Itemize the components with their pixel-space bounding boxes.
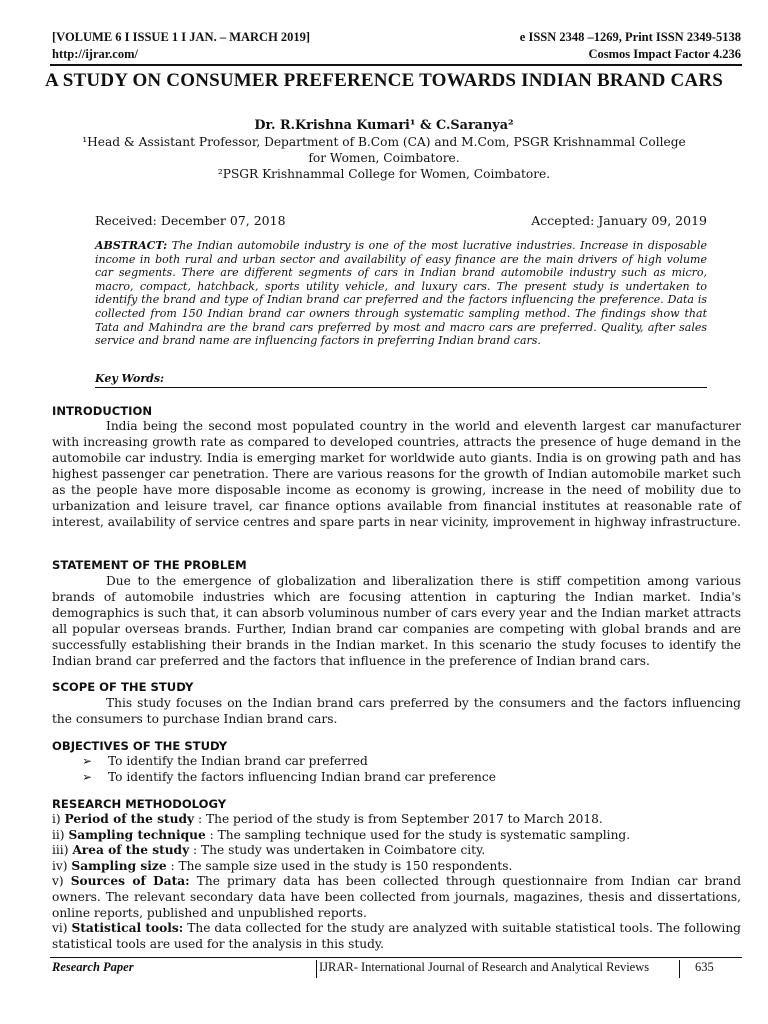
journal-url[interactable]: http://ijrar.com/ [52,47,138,61]
objective-1: To identify the Indian brand car preferred [108,754,368,768]
list-item: iv) Sampling size : The sample size used in the study is 150 respondents. [52,858,513,873]
section-heading-objectives: OBJECTIVES OF THE STUDY [52,739,228,753]
paper-title: A STUDY ON CONSUMER PREFERENCE TOWARDS INDIAN BRAND CARS [44,70,724,91]
affiliation-1a: ¹Head & Assistant Professor, Department of B.Com (CA) and M.Com, PSGR Krishnammal College [82,135,686,149]
received-date: Received: December 07, 2018 [95,213,286,228]
introduction-text: India being the second most populated country in the world and eleventh largest car manufacturer with increasing growth rate as compared to developed countries, attracts the presence of huge demand in the automobile car industry. India is emerging market for worldwide auto giants. India is on growing path and has highest passenger car penetration. There are various reasons for the growth of Indian automobile market such as the people have more disposable income as economy is growing, increase in the need of mobility due to urbanization and leisure travel, car finance options available from financial institutes at reasonable rate of interest, availability of service centres and spare parts in near vicinity, improvement in highway infrastructure. [52,419,741,529]
section-heading-scope: SCOPE OF THE STUDY [52,680,194,694]
arrow-bullet-icon: ➢ [82,754,93,768]
page-number: 635 [695,960,714,974]
list-item: i) Period of the study : The period of the study is from September 2017 to March 2018. [52,812,603,826]
header-rule [50,64,742,66]
abstract-rule [95,387,707,388]
keywords-label: Key Words: [95,372,165,385]
list-item: vi) Statistical tools: The data collected for the study are analyzed with suitable statistical tools. The following statistical tools are used for the analysis in this study. [52,921,741,951]
abstract-text: The Indian automobile industry is one of the most lucrative industries. Increase in disposable income in both rural and urban sector and availability of easy finance are the main drivers of high volume car segments. There are different segments of cars in Indian brand automobile industry such as micro, macro, compact, hatchback, sports utility vehicle, and luxury cars. The present study is undertaken to identify the brand and type of Indian brand car preferred and the factors influencing the preference. Data is collected from 150 Indian brand car owners through systematic sampling method. The findings show that Tata and Mahindra are the brand cars preferred by most and macro cars are preferred. Quality, after sales service and brand name are influencing factors in preferring Indian brand cars. [95,239,707,348]
authors: Dr. R.Krishna Kumari¹ & C.Saranya² [254,118,514,133]
section-heading-methodology: RESEARCH METHODOLOGY [52,797,227,811]
affiliation-2: ²PSGR Krishnammal College for Women, Coimbatore. [217,167,551,181]
journal-issn: e ISSN 2348 –1269, Print ISSN 2349-5138 [519,30,741,44]
section-heading-introduction: INTRODUCTION [52,404,153,418]
impact-factor: Cosmos Impact Factor 4.236 [588,47,741,61]
list-item: ii) Sampling technique : The sampling technique used for the study is systematic sampling. [52,827,631,842]
list-item [82,753,496,769]
scope-text: This study focuses on the Indian brand cars preferred by the consumers and the factors influencing the consumers to purchase Indian brand cars. [52,696,741,726]
footer-rule [50,957,742,958]
objectives-list [82,753,496,785]
accepted-date: Accepted: January 09, 2019 [531,213,707,228]
arrow-bullet-icon: ➢ [82,770,93,784]
methodology-list [52,812,741,952]
list-item: iii) Area of the study : The study was undertaken in Coimbatore city. [52,843,486,858]
abstract-label: ABSTRACT: [95,239,168,252]
statement-text: Due to the emergence of globalization and liberalization there is stiff competition among various brands of automobile industries which are focusing attention in capturing the Indian market. India's demographics is such that, it can absorb voluminous number of cars every year and the Indian market attracts all popular overseas brands. Further, Indian brand car companies are competing with global brands and are successfully establishing their brands in the Indian market. In this scenario the study focuses to identify the Indian brand car preferred and the factors that influence in the preference of Indian brand cars. [52,574,741,668]
journal-volume: [VOLUME 6 I ISSUE 1 I JAN. – MARCH 2019] [52,30,311,44]
footer-journal: IJRAR- International Journal of Research and Analytical Reviews [316,960,680,978]
section-heading-statement: STATEMENT OF THE PROBLEM [52,558,247,572]
list-item [82,769,496,785]
affiliation-1b: for Women, Coimbatore. [308,151,460,165]
objective-2: To identify the factors influencing Indian brand car preference [108,770,496,784]
footer-label: Research Paper [52,960,134,974]
abstract [95,239,707,348]
list-item: v) Sources of Data: The primary data has been collected through questionnaire from Indian car brand owners. The relevant secondary data have been collected from journals, magazines, thesis and dissertations, online reports, published and unpublished reports. [52,874,741,920]
